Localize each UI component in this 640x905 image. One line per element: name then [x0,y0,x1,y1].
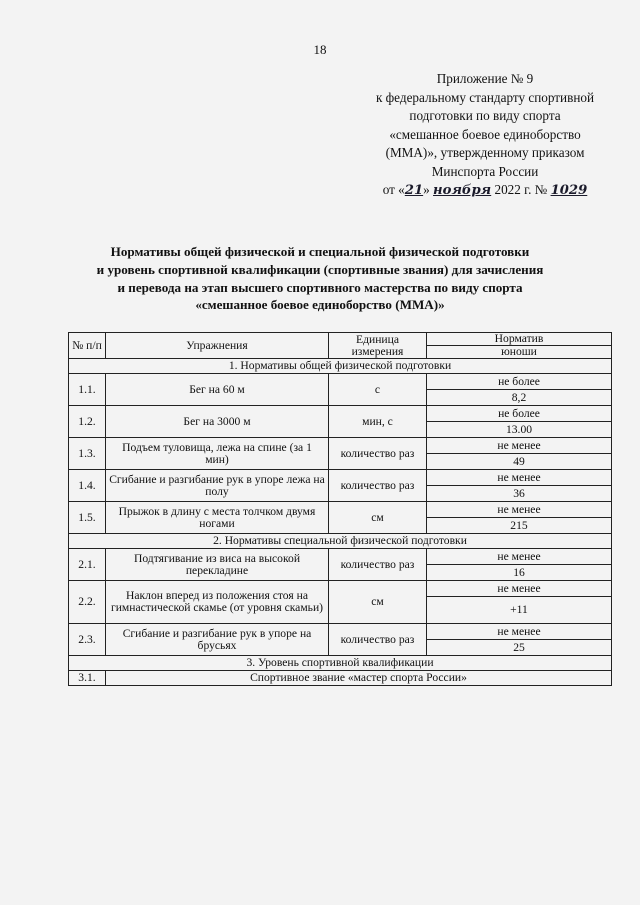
row-exercise: Сгибание и разгибание рук в упоре на брусьях [106,624,329,656]
table-row [69,581,612,597]
row-condition: не менее [427,438,612,454]
page-number: 18 [313,42,327,57]
row-exercise: Подтягивание из виса на высокой перекладине [106,549,329,581]
row-exercise: Спортивное звание «мастер спорта России» [106,671,612,686]
date-month-handwritten: ноября [433,183,492,198]
date-day-handwritten: 21 [404,183,424,198]
section-row [69,534,612,549]
section-title: 2. Нормативы специальной физической подготовки [69,534,612,549]
row-unit: см [329,581,427,624]
order-number-handwritten: 1029 [550,183,588,198]
row-exercise: Наклон вперед из положения стоя на гимнастической скамье (от уровня скамьи) [106,581,329,624]
title-line: Нормативы общей физической и специальной физической подготовки [110,244,530,259]
row-unit: см [329,502,427,534]
row-condition: не более [427,406,612,422]
table-row [69,438,612,454]
table-row [69,374,612,390]
row-unit: количество раз [329,438,427,470]
row-condition: не более [427,374,612,390]
title-line: и перевода на этап высшего спортивного мастерства по виду спорта [117,279,523,295]
table-row [69,549,612,565]
row-condition: не менее [427,470,612,486]
row-exercise: Подъем туловища, лежа на спине (за 1 мин) [106,438,329,470]
section-title: 3. Уровень спортивной квалификации [69,656,612,671]
header-unit: Единица измерения [329,333,427,359]
norms-table [68,332,612,686]
row-unit: количество раз [329,624,427,656]
row-num: 2.1. [69,549,106,581]
row-unit: мин, с [329,406,427,438]
title-line: «смешанное боевое единоборство (ММА)» [195,297,445,313]
table-row [69,406,612,422]
title-line: и уровень спортивной квалификации (спортивные звания) для зачисления [96,261,544,277]
row-value: 8,2 [427,390,612,406]
date-prefix: от « [382,182,405,197]
appendix-line: к федеральному стандарту спортивной [375,89,595,105]
table-header-row [69,333,612,346]
header-exercise: Упражнения [106,333,329,359]
row-condition: не менее [427,581,612,597]
row-condition: не менее [427,502,612,518]
row-value: +11 [427,597,612,624]
header-norm: Норматив [427,333,612,346]
date-mid: » [423,182,430,197]
row-value: 16 [427,565,612,581]
row-num: 1.3. [69,438,106,470]
appendix-block [350,70,620,201]
row-num: 2.3. [69,624,106,656]
row-num: 1.5. [69,502,106,534]
header-gender: юноши [427,346,612,359]
row-num: 1.4. [69,470,106,502]
row-value: 36 [427,486,612,502]
table-row [69,624,612,640]
row-num: 3.1. [69,671,106,686]
row-value: 215 [427,518,612,534]
row-condition: не менее [427,624,612,640]
appendix-date-line [350,181,620,201]
table-row [69,502,612,518]
row-value: 13.00 [427,422,612,438]
document-title [40,243,600,314]
section-row [69,656,612,671]
row-exercise: Прыжок в длину с места толчком двумя ногами [106,502,329,534]
section-title: 1. Нормативы общей физической подготовки [69,359,612,374]
appendix-line: (ММА)», утвержденному приказом [385,145,585,160]
header-num: № п/п [69,333,106,359]
row-exercise: Бег на 3000 м [106,406,329,438]
appendix-line: «смешанное боевое единоборство [389,126,581,142]
row-num: 1.2. [69,406,106,438]
row-value: 49 [427,454,612,470]
table-row [69,470,612,486]
appendix-line: Приложение № 9 [436,71,534,86]
appendix-line: подготовки по виду спорта [409,108,561,123]
row-num: 2.2. [69,581,106,624]
row-unit: количество раз [329,549,427,581]
row-unit: количество раз [329,470,427,502]
table-row [69,671,612,686]
row-exercise: Бег на 60 м [106,374,329,406]
row-num: 1.1. [69,374,106,406]
row-unit: с [329,374,427,406]
date-year: 2022 г. № [494,182,548,197]
row-exercise: Сгибание и разгибание рук в упоре лежа на полу [106,470,329,502]
row-condition: не менее [427,549,612,565]
section-row [69,359,612,374]
row-value: 25 [427,640,612,656]
appendix-line: Минспорта России [431,163,539,179]
